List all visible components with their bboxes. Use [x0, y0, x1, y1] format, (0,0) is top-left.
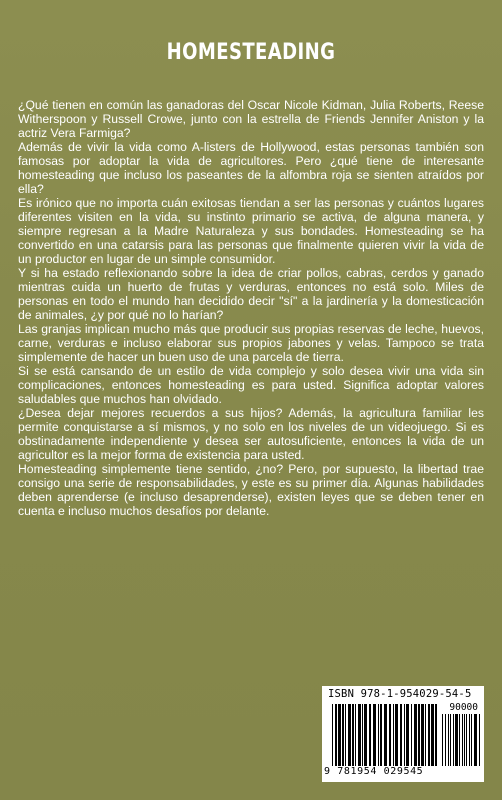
- barcode-bar: [384, 704, 387, 766]
- blurb-paragraph: Además de vivir la vida como A-listers de Hollywood, estas personas también son famosas por adoptar la vida de agricultores. Pero ¿qué tiene de interesante homesteading que incluso los paseantes de la alfombra roja se sienten atraídos por ella?: [18, 140, 484, 196]
- isbn-label: ISBN 978-1-954029-54-5: [328, 688, 472, 700]
- blurb-text: [18, 98, 484, 518]
- barcode-bar: [369, 704, 371, 766]
- barcode-bar: [378, 704, 379, 766]
- barcode-bar: [411, 704, 412, 766]
- barcode-bar: [335, 704, 337, 766]
- barcode-bar: [464, 714, 465, 766]
- barcode-bar: [459, 714, 460, 766]
- barcode-bar: [425, 704, 426, 766]
- barcode-bar: [345, 704, 346, 766]
- barcode-bar: [332, 704, 333, 766]
- barcode-addon-bars: [442, 714, 480, 766]
- barcode-bar: [431, 704, 434, 766]
- barcode-bar: [406, 704, 409, 766]
- barcode-bar: [428, 704, 430, 766]
- price-code: 90000: [449, 702, 478, 713]
- barcode-bar: [448, 714, 449, 766]
- barcode-bar: [404, 704, 405, 766]
- blurb-paragraph: Homesteading simplemente tiene sentido, ¿no? Pero, por supuesto, la libertad trae consigo una serie de responsabilidades, y este es su primer día. Algunas habilidades deben aprenderse (e incluso desaprenderse), existen leyes que se deben tener en cuenta e incluso muchos desafíos por delante.: [18, 462, 484, 518]
- barcode-bar: [362, 704, 363, 766]
- barcode-bar: [466, 714, 467, 766]
- cover-title: HOMESTEADING: [166, 40, 336, 65]
- barcode-bar: [400, 704, 402, 766]
- blurb-paragraph: Si se está cansando de un estilo de vida complejo y solo desea vivir una vida sin complicaciones, entonces homesteading es para usted. Significa adoptar valores saludables que muchos han olvidado.: [18, 364, 484, 406]
- barcode-bar: [414, 704, 417, 766]
- barcode-digits: 9 781954 029545: [324, 766, 424, 777]
- barcode-bar: [348, 704, 351, 766]
- barcode-bar: [338, 704, 341, 766]
- barcode-bar: [462, 714, 463, 766]
- barcode-bar: [373, 704, 376, 766]
- barcode-bar: [474, 714, 477, 766]
- barcode-bars: [332, 704, 438, 766]
- barcode-bar: [442, 714, 443, 766]
- barcode-bar: [469, 714, 470, 766]
- barcode-bar: [389, 704, 391, 766]
- barcode-bar: [453, 714, 454, 766]
- blurb-paragraph: ¿Desea dejar mejores recuerdos a sus hijos? Además, la agricultura familiar les permite conquistarse a sí mismos, y no solo en los niveles de un videojuego. Si es obstinadamente independiente y desea ser autosuficiente, entonces la vida de un agricultor es la mejor forma de existencia para usted.: [18, 406, 484, 462]
- barcode-bar: [355, 704, 356, 766]
- barcode-bar: [418, 704, 420, 766]
- blurb-paragraph: Las granjas implican mucho más que producir sus propias reservas de leche, huevos, carne, verduras e incluso elaborar sus propios jabones y velas. Tampoco se trata simplemente de hacer un buen uso de una parcela de tierra.: [18, 322, 484, 364]
- barcode-bar: [393, 704, 394, 766]
- barcode-bar: [352, 704, 354, 766]
- barcode-bar: [421, 704, 424, 766]
- barcode-bar: [342, 704, 344, 766]
- barcode-bar: [435, 704, 437, 766]
- blurb-paragraph: Es irónico que no importa cuán exitosas tiendan a ser las personas y cuántos lugares diferentes visiten en la vida, su instinto primario se activa, de alguna manera, y siempre regresan a la Madre Naturaleza y sus bondades. Homesteading se ha convertido en una catarsis para las personas que finalmente quieren vivir la vida de un productor en lugar de un simple consumidor.: [18, 196, 484, 266]
- barcode-bar: [479, 714, 480, 766]
- barcode-bar: [380, 704, 382, 766]
- barcode-bar: [455, 714, 458, 766]
- barcode-bar: [450, 714, 451, 766]
- isbn-barcode: [322, 686, 484, 782]
- barcode-bar: [364, 704, 367, 766]
- barcode-bar: [445, 714, 446, 766]
- blurb-paragraph: Y si ha estado reflexionando sobre la idea de criar pollos, cabras, cerdos y ganado mientras cuida un huerto de frutas y verduras, entonces no está solo. Miles de personas en todo el mundo han decidido decir "sí" a la jardinería y la domesticación de animales, ¿y por qué no lo harían?: [18, 266, 484, 322]
- barcode-bar: [395, 704, 398, 766]
- barcode-bar: [471, 714, 472, 766]
- barcode-bar: [358, 704, 361, 766]
- blurb-paragraph: ¿Qué tienen en común las ganadoras del Oscar Nicole Kidman, Julia Roberts, Reese Witherspoon y Russell Crowe, junto con la estrella de Friends Jennifer Aniston y la actriz Vera Farmiga?: [18, 98, 484, 140]
